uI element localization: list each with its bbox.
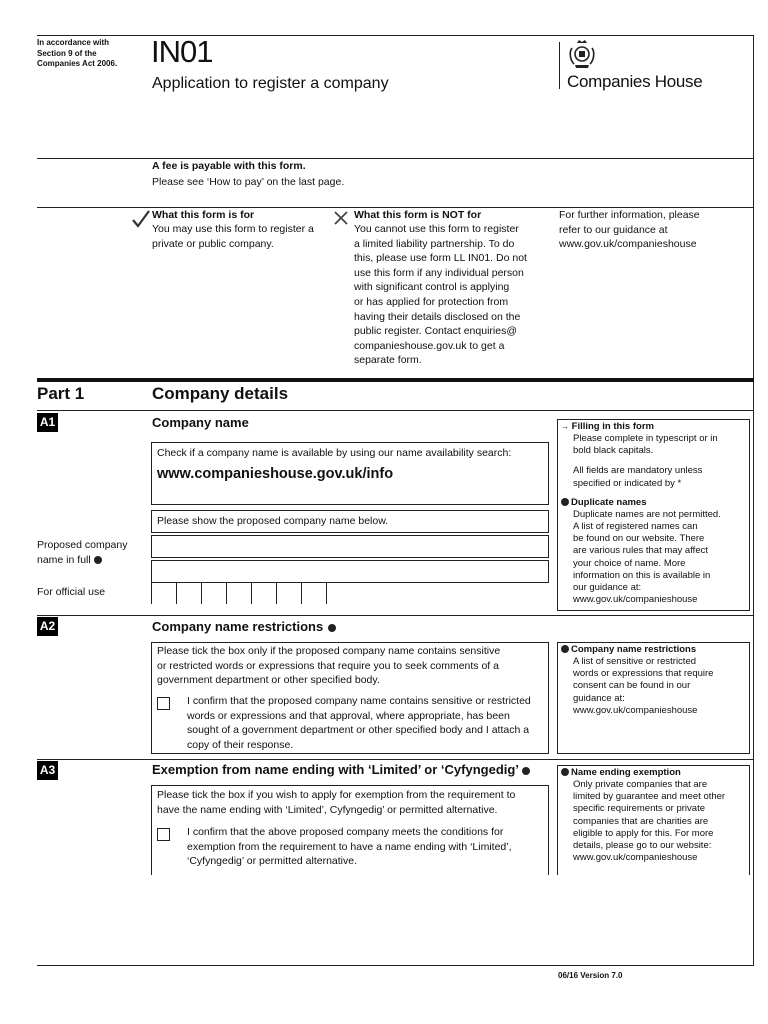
- proposed-name-input-1[interactable]: [151, 535, 549, 558]
- name-search-text: Check if a company name is available by using our name availability search:: [157, 447, 512, 459]
- logo-divider: [559, 42, 560, 89]
- info-icon: [561, 645, 569, 653]
- a2-intro: Please tick the box only if the proposed company name contains sensitive or restricted words or expressions that require you to seek comments of a government department or other specified body.: [157, 645, 501, 687]
- checkmark-icon: [131, 209, 151, 234]
- info-icon: [328, 624, 336, 632]
- a1-title: Company name: [152, 415, 249, 430]
- a3-title: Exemption from name ending with ‘Limited’ or ‘Cyfyngedig’: [152, 762, 519, 777]
- a2-confirm-text: I confirm that the proposed company name contains sensitive or restricted words or expressions and that approval, where appropriate, has been sought of a government department or other specified body and I attach a copy of their response.: [187, 695, 531, 751]
- name-search-link[interactable]: www.companieshouse.gov.uk/info: [157, 466, 394, 482]
- form-for-block: What this form is for You may use this form to register a private or public company.: [152, 209, 342, 251]
- arrow-icon: →: [561, 422, 569, 431]
- a3-rule: [37, 759, 754, 760]
- fee-text: Please see ‘How to pay’ on the last page.: [152, 176, 345, 188]
- form-title: Application to register a company: [152, 75, 389, 92]
- form-not-for-block: What this form is NOT for You cannot use this form to register a limited liability partnership. To do this, please use form LL IN01. Do not use this form if any individual person with significant control is applying or has applied for protection from having their details disclosed on the public register. Contact enquiries@ companieshouse.gov.uk to get a separate form.: [354, 209, 554, 368]
- sidebar-restrictions: Company name restrictions A list of sensitive or restricted words or expressions that require consent can be found in our guidance at: www.gov.uk/companieshouse: [561, 644, 747, 717]
- top-rule: [37, 35, 754, 36]
- info-icon: [522, 767, 530, 775]
- form-for-title: What this form is for: [152, 209, 255, 221]
- further-info-block: For further information, please refer to our guidance at www.gov.uk/companieshouse: [559, 209, 700, 251]
- a2-badge: A2: [37, 617, 58, 636]
- show-name-text: Please show the proposed company name below.: [157, 515, 389, 527]
- logo-text: Companies House: [567, 72, 703, 91]
- proposed-name-label: Proposed company name in full: [37, 539, 128, 566]
- version-text: 06/16 Version 7.0: [558, 971, 623, 980]
- official-use-label: For official use: [37, 586, 106, 598]
- sidebar-filling: → Filling in this form Please complete in typescript or in bold black capitals. All fields are mandatory unless specified or indicated by * Duplicate names Duplicate names are not permitted. A list of registered names can be found on our website. There are various rules that may affect your choice of name. More information on this is available in our guidance at: www.gov.uk/companieshouse: [561, 421, 721, 606]
- a2-confirm-checkbox[interactable]: [157, 697, 170, 710]
- fee-rule: [37, 158, 754, 159]
- info-icon: [561, 498, 569, 506]
- a1-rule: [37, 410, 754, 411]
- part1-label: Part 1: [37, 384, 85, 403]
- part1-rule: [37, 378, 754, 382]
- fee-title: A fee is payable with this form.: [152, 160, 306, 172]
- a3-badge: A3: [37, 761, 58, 780]
- footer-rule: [37, 965, 754, 966]
- cross-icon: [333, 210, 349, 231]
- right-rule: [753, 35, 754, 966]
- official-use-cells: [151, 582, 349, 604]
- form-code: IN01: [151, 34, 213, 69]
- part1-title: Company details: [152, 384, 289, 403]
- info-icon: [94, 556, 102, 564]
- a3-confirm-text: I confirm that the above proposed company meets the conditions for exemption from the requirement to have a name ending with ‘Limited’, ‘Cyfyngedig’ or permitted alternative.: [187, 826, 512, 868]
- royal-crest-icon: [568, 40, 596, 75]
- a1-badge: A1: [37, 413, 58, 432]
- sidebar-exemption: Name ending exemption Only private companies that are limited by guarantee and meet other specific requirements or private companies that are charities are eligible to apply for this. For more details, please go to our website: www.gov.uk/companieshouse: [561, 767, 747, 864]
- info-icon: [561, 768, 569, 776]
- form-not-for-title: What this form is NOT for: [354, 209, 482, 221]
- accordance-text: In accordance with Section 9 of the Companies Act 2006.: [37, 38, 118, 68]
- a3-confirm-checkbox[interactable]: [157, 828, 170, 841]
- proposed-name-input-2[interactable]: [151, 560, 549, 583]
- a2-rule: [37, 615, 754, 616]
- a2-title: Company name restrictions: [152, 619, 324, 634]
- a3-intro: Please tick the box if you wish to apply for exemption from the requirement to have the name ending with ‘Limited’, Cyfyngedig’ or permitted alternative.: [157, 789, 516, 816]
